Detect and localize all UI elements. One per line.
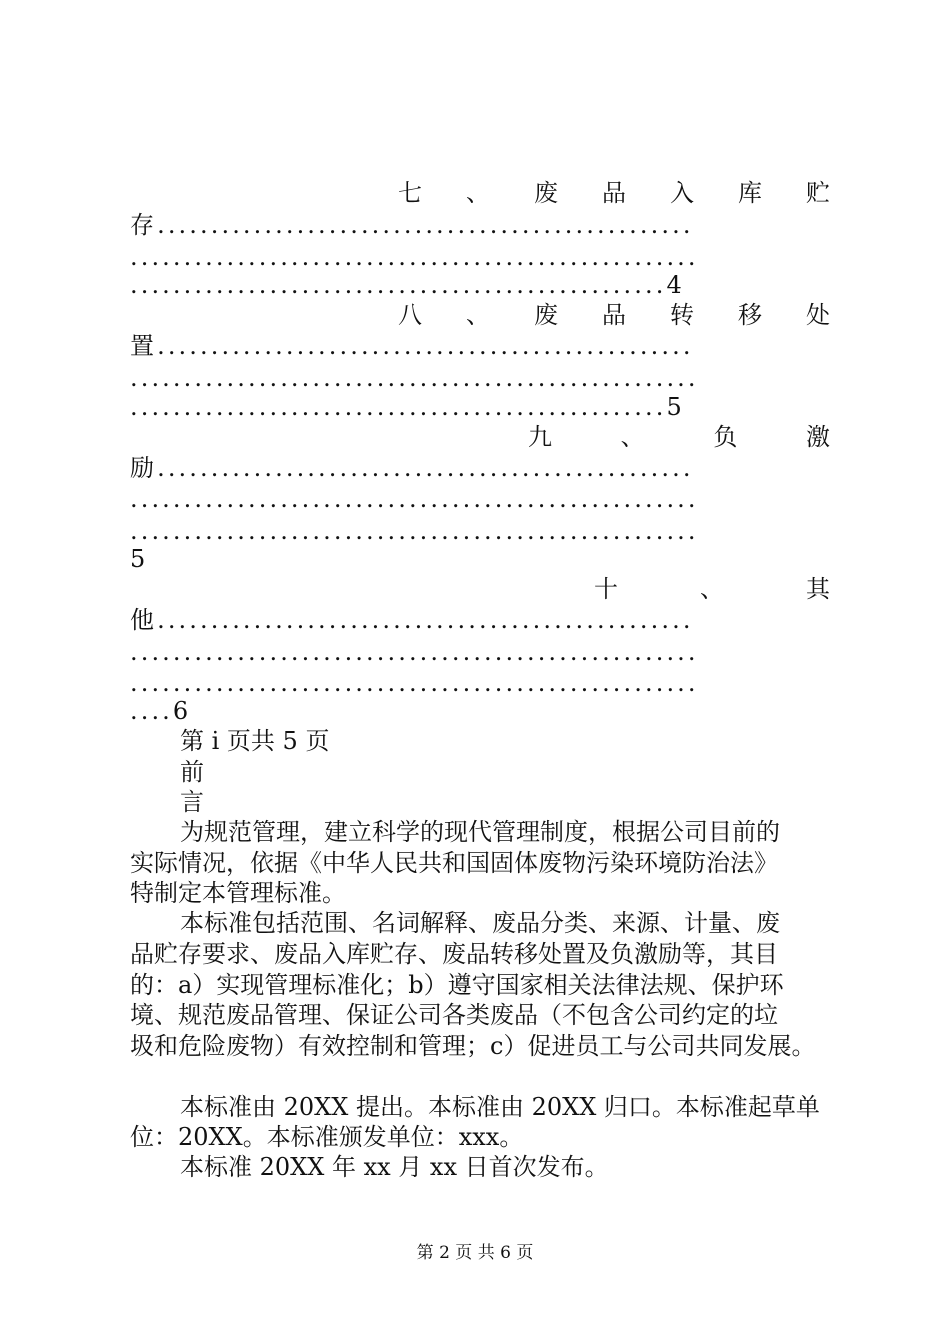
- toc-page-number: 5: [130, 545, 146, 573]
- toc-heading-10: [594, 574, 830, 604]
- toc-heading-char: 转: [670, 301, 694, 329]
- toc-leader-line: .....................................................: [130, 364, 699, 392]
- toc-heading-char: 品: [602, 301, 626, 329]
- paragraph-line: 为规范管理，建立科学的现代管理制度，根据公司目前的: [180, 818, 780, 846]
- paragraph-line: 品贮存要求、废品入库贮存、废品转移处置及负激励等，其目: [130, 940, 778, 968]
- paragraph-line: 本标准由 20XX 提出。本标准由 20XX 归口。本标准起草单: [180, 1093, 820, 1121]
- toc-leader-line: .....................................................: [130, 669, 699, 697]
- page-footer: 第 2 页 共 6 页: [416, 1243, 534, 1263]
- toc-heading-char: 贮: [806, 179, 830, 207]
- paragraph-line: 圾和危险废物）有效控制和管理；c）促进员工与公司共同发展。: [130, 1032, 816, 1060]
- toc-heading-7: [398, 178, 830, 208]
- toc-leader-line: 他..................................................: [130, 606, 694, 634]
- toc-heading-char: 处: [806, 301, 830, 329]
- toc-heading-char: 废: [534, 179, 558, 207]
- toc-leader-line: .....................................................: [130, 243, 699, 271]
- toc-leader-line-page: ....6: [130, 697, 192, 725]
- paragraph-line: 本标准包括范围、名词解释、废品分类、来源、计量、废: [180, 909, 780, 937]
- preface-heading-char: 前: [180, 758, 204, 786]
- toc-heading-char: 废: [534, 301, 558, 329]
- paragraph-line: 特制定本管理标准。: [130, 879, 346, 907]
- paragraph-line: 实际情况，依据《中华人民共和国固体废物污染环境防治法》: [130, 849, 778, 877]
- toc-heading-char: 其: [806, 575, 830, 603]
- toc-heading-char: 十: [594, 575, 618, 603]
- toc-heading-char: 入: [670, 179, 694, 207]
- toc-leader-line-page: ..................................................5: [130, 393, 685, 421]
- toc-leader-line: 存..................................................: [130, 211, 694, 239]
- paragraph-line: 境、规范废品管理、保证公司各类废品（不包含公司约定的垃: [130, 1001, 778, 1029]
- toc-heading-char: 、: [700, 575, 724, 603]
- toc-heading-char: 九: [528, 423, 552, 451]
- preface-heading-char: 言: [180, 788, 204, 816]
- toc-leader-line: .....................................................: [130, 485, 699, 513]
- toc-heading-char: 八: [398, 301, 422, 329]
- inner-page-note: 第 i 页共 5 页: [180, 727, 330, 755]
- paragraph-line: 的：a）实现管理标准化；b）遵守国家相关法律法规、保护环: [130, 971, 784, 999]
- toc-leader-line-page: ..................................................4: [130, 271, 685, 299]
- toc-heading-char: 负: [713, 423, 738, 451]
- toc-heading-char: 、: [620, 423, 645, 451]
- toc-heading-8: [398, 300, 830, 330]
- paragraph-line: 本标准 20XX 年 xx 月 xx 日首次发布。: [180, 1153, 609, 1181]
- toc-heading-char: 七: [398, 179, 422, 207]
- toc-leader-line: 置..................................................: [130, 332, 694, 360]
- paragraph-line: 位：20XX。本标准颁发单位：xxx。: [130, 1123, 524, 1151]
- toc-heading-9: [528, 422, 830, 452]
- toc-heading-char: 移: [738, 301, 762, 329]
- toc-heading-char: 、: [466, 301, 490, 329]
- toc-heading-char: 激: [805, 423, 830, 451]
- toc-heading-char: 库: [738, 179, 762, 207]
- toc-leader-line: 励..................................................: [130, 454, 694, 482]
- toc-heading-char: 、: [466, 179, 490, 207]
- toc-leader-line: .....................................................: [130, 517, 699, 545]
- toc-heading-char: 品: [602, 179, 626, 207]
- toc-leader-line: .....................................................: [130, 638, 699, 666]
